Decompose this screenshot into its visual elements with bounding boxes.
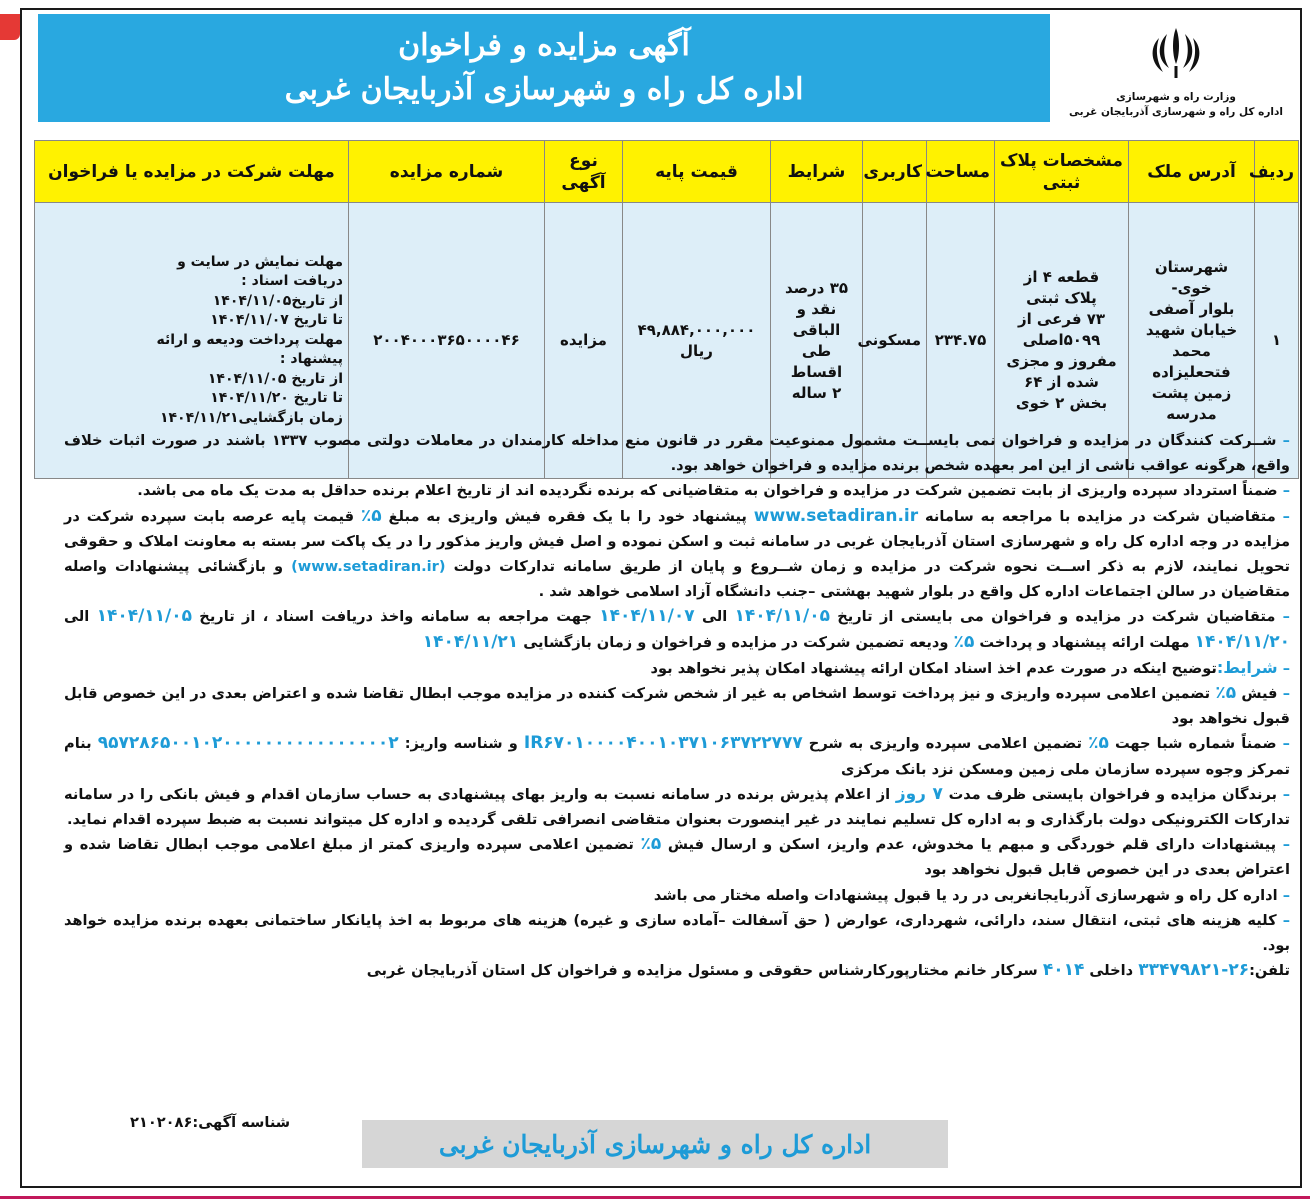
cell-ad-type: مزایده (545, 203, 623, 479)
paragraph-rights: – اداره کل راه و شهرسازی آذربایجانغربی در رد یا قبول پیشنهادات واصله مختار می باشد (653, 886, 1290, 904)
footer-office-name: اداره کل راه و شهرسازی آذربایجان غربی (438, 1129, 872, 1159)
col-deadline: مهلت شرکت در مزایده یا فراخوان (35, 141, 349, 203)
ad-title: آگهی مزایده و فراخوان (398, 28, 690, 63)
table-header-row (35, 141, 1299, 203)
setadiran-link-2[interactable]: (www.setadiran.ir) (291, 558, 446, 576)
cell-plak: قطعه ۴ از پلاک ثبتی ۷۳ فرعی از ۵۰۹۹اصلی مفروز و مجزی شده از ۶۴ بخش ۲ خوی (995, 203, 1129, 479)
cell-terms: ۳۵ درصد نقد و الباقی طی اقساط ۲ ساله (771, 203, 863, 479)
col-auction-no: شماره مزایده (349, 141, 545, 203)
col-radif: ردیف (1255, 141, 1299, 203)
header (38, 14, 1294, 136)
paragraph-deposit-slip: – فیش ۵٪ تضمین اعلامی سپرده واریزی و نیز پرداخت توسط اشخاص به غیر از شخص شرکت کننده در مزایده موجب ابطال تقاضا شده و اعتراض بعدی در این خصوص قابل قبول نخواهد بود (64, 683, 1290, 728)
paragraph-costs: – کلیه هزینه های ثبتی، انتقال سند، دارائی، شهرداری، عوارض ( حق آسفالت –آماده سازی و غیره) هزینه های مربوط به اخذ پایانکار ساختمانی بعهده برنده مزایده خواهد بود. (64, 911, 1290, 955)
paragraph-winners: – برندگان مزایده و فراخوان بایستی ظرف مدت ۷ روز از اعلام پذیرش برنده در سامانه نسبت به واریز بهای پیشنهادی به حساب سازمان اقدام و فیش بانکی را در سامانه تدارکات الکترونیکی دولت بارگذاری و به اداره کل تسلیم نمایند در غیر اینصورت بعنوان متقاضی انصرافی تلقی گردیده و اداره کل میتواند نسبت به ضبط سپرده اقدام نماید. (64, 783, 1290, 829)
cell-usage: مسکونی (863, 203, 927, 479)
office-title: اداره کل راه و شهرسازی آذربایجان غربی (284, 72, 804, 107)
cell-auction-no: ۲۰۰۴۰۰۰۳۶۵۰۰۰۰۴۶ (349, 203, 545, 479)
col-terms: شرایط (771, 141, 863, 203)
ad-body (64, 428, 1290, 983)
corner-mark (0, 14, 20, 40)
phone-extension: ۴۰۱۴ (1042, 960, 1085, 981)
logo-office-name: اداره کل راه و شهرسازی آذربایجان غربی (1069, 106, 1283, 118)
cell-area: ۲۳۴.۷۵ (927, 203, 995, 479)
cell-radif: ۱ (1255, 203, 1299, 479)
col-address: آدرس ملک (1129, 141, 1255, 203)
paragraph-eligibility: – شــرکت کنندگان در مزایده و فراخوان نمی بایســت مشمول ممنوعیت مقرر در قانون منع مداخله کارمندان در معاملات دولتی مصوب ۱۳۳۷ باشند در صورت اثبات خلاف واقع، هرگونه عواقب ناشی از این امر بعهده شخص برنده مزایده و فراخوان خواهد بود. (64, 432, 1290, 475)
logo-ministry-name: وزارت راه و شهرسازی (1116, 91, 1236, 103)
paragraph-dates: – متقاضیان شرکت در مزایده و فراخوان می بایستی از تاریخ ۱۴۰۴/۱۱/۰۵ الی ۱۴۰۴/۱۱/۰۷ جهت مراجعه به سامانه واخذ دریافت اسناد ، از تاریخ ۱۴۰۴/۱۱/۰۵ الی ۱۴۰۴/۱۱/۲۰ مهلت ارائه پیشنهاد و پرداخت ۵٪ ودیعه تضمین شرکت در مزایده و فراخوان و زمان بازگشایی ۱۴۰۴/۱۱/۲۱ (64, 606, 1290, 652)
col-ad-type: نوع آگهی (545, 141, 623, 203)
col-plak: مشخصات پلاک ثبتی (995, 141, 1129, 203)
col-area: مساحت (927, 141, 995, 203)
col-usage: کاربری (863, 141, 927, 203)
payment-id: ۹۵۷۲۸۶۵۰۰۱۰۲۰۰۰۰۰۰۰۰۰۰۰۰۰۰۰۰۲ (97, 733, 399, 754)
iban-number: IR۶۷۰۱۰۰۰۰۴۰۰۱۰۳۷۱۰۶۳۷۲۲۷۷۷ (523, 733, 803, 754)
cell-price: ۴۹,۸۸۴,۰۰۰,۰۰۰ ریال (623, 203, 771, 479)
cell-deadline: مهلت نمایش در سایت و دریافت اسناد : از تاریخ۱۴۰۴/۱۱/۰۵ تا تاریخ ۱۴۰۴/۱۱/۰۷ مهلت پرداخت ودیعه و ارائه پیشنهاد : از تاریخ ۱۴۰۴/۱۱/۰۵ تا تاریخ ۱۴۰۴/۱۱/۲۰ زمان بازگشایی۱۴۰۴/۱۱/۲۱ (35, 203, 349, 479)
cell-address: شهرستان خوی- بلوار آصفی خیابان شهید محمد فتحعلیزاده زمین پشت مدرسه (1129, 203, 1255, 479)
paragraph-iban: – ضمناً شماره شبا جهت ۵٪ تضمین اعلامی سپرده واریزی به شرح IR۶۷۰۱۰۰۰۰۴۰۰۱۰۳۷۱۰۶۳۷۲۲۷۷۷ و شناسه واریز: ۹۵۷۲۸۶۵۰۰۱۰۲۰۰۰۰۰۰۰۰۰۰۰۰۰۰۰۰۲ بنام تمرکز وجوه سپرده سازمان ملی زمین ومسکن نزد بانک مرکزی (64, 733, 1290, 778)
iran-emblem-icon (1145, 24, 1207, 80)
bottom-rule (0, 1196, 1310, 1199)
col-price: قیمت پایه (623, 141, 771, 203)
ad-id: شناسه آگهی:۲۱۰۲۰۸۶ (130, 1114, 291, 1131)
phone-number[interactable]: ۲۶-۳۳۴۷۹۸۲۱ (1138, 960, 1250, 981)
paragraph-phone: تلفن:۲۶-۳۳۴۷۹۸۲۱ داخلی ۴۰۱۴ سرکار خانم مختارپورکارشناس حقوقی و مسئول مزایده و فراخوان کل استان آذربایجان غربی (366, 960, 1290, 981)
paragraph-submission: – متقاضیان شرکت در مزایده با مراجعه به سامانه www.setadiran.ir پیشنهاد خود را با یک فقره فیش واریزی به مبلغ ۵٪ قیمت پایه عرصه بابت سپرده شرکت در مزایده در وجه اداره کل راه و شهرسازی استان آذربایجان غربی در سامانه ثبت و اسکن نموده و اصل فیش واریز مذکور را در یک پاکت سر بسته به معاونت املاک و حقوقی تحویل نمایند، لازم به ذکر اســت نحوه شرکت در مزایده و زمان شــروع و پایان از طریق سامانه تدارکات دولت (www.setadiran.ir) و بازگشائی پیشنهادات واصله متقاضیان در سالن اجتماعات اداره کل واقع در بلوار شهید بهشتی –جنب دانشگاه آزاد اسلامی خواهد شد . (64, 505, 1290, 601)
paragraph-invalid-bids: – پیشنهادات دارای قلم خوردگی و مبهم یا مخدوش، عدم واریز، اسکن و ارسال فیش ۵٪ تضمین اعلامی سپرده واریزی کمتر از مبلغ اعلامی موجب ابطال تقاضا شده و اعتراض بعدی در این خصوص قابل قبول نخواهد بود (64, 834, 1290, 879)
ministry-logo (1058, 14, 1294, 134)
paragraph-conditions: – شرایط:توضیح اینکه در صورت عدم اخذ اسناد امکان ارائه پیشنهاد امکان پذیر نخواهد بود (650, 657, 1290, 677)
paragraph-refund: – ضمناً استرداد سپرده واریزی از بابت تضمین شرکت در مزایده و فراخوان به متقاضیانی که برنده نگردیده اند از تاریخ اعلام برنده حداقل به مدت یک ماه می باشد. (137, 482, 1290, 500)
title-banner (38, 14, 1050, 122)
setadiran-link[interactable]: www.setadiran.ir (753, 505, 919, 526)
footer-banner (362, 1120, 948, 1168)
